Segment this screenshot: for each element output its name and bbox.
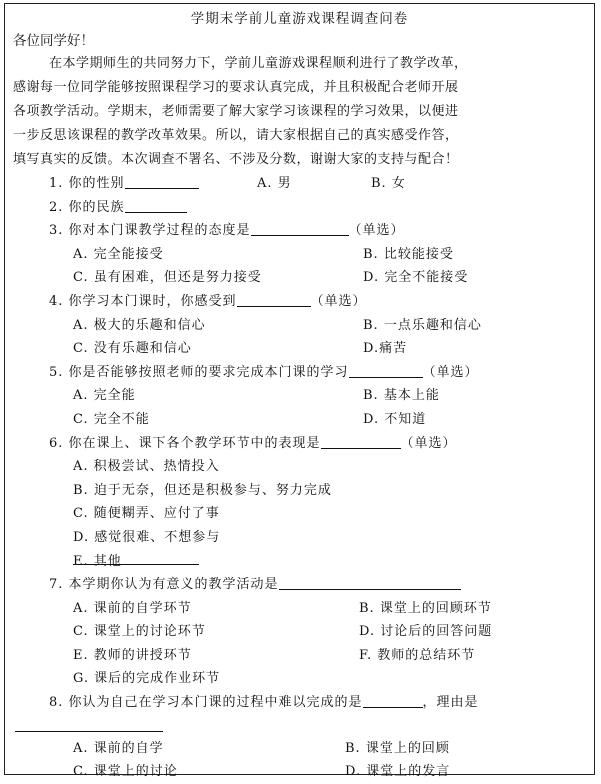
question-1 (5, 172, 594, 196)
option-c[interactable]: C. 没有乐趣和信心 (73, 341, 192, 357)
answer-blank[interactable] (321, 434, 401, 449)
question-text: 1. 你的性别 (49, 176, 125, 191)
intro-line: 一步反思该课程的教学改革效果。所以，请大家根据自己的真实感受作答， (13, 128, 459, 143)
question-suffix: （单选） (310, 293, 367, 309)
intro-line: 各项教学活动。学期末，老师需要了解大家学习该课程的学习效果，以便进 (13, 104, 459, 119)
option-row (5, 243, 594, 267)
intro-line: 在本学期师生的共同努力下，学前儿童游戏课程顺利进行了教学改革， (49, 56, 468, 71)
option-e[interactable]: E. 教师的讲授环节 (73, 647, 192, 663)
question-suffix: （单选） (422, 364, 479, 380)
greeting: 各位同学好！ (13, 33, 94, 49)
question-text: 2. 你的民族 (49, 199, 125, 215)
question-6 (5, 432, 594, 456)
question-2 (5, 196, 594, 220)
question-text: 5. 你是否能够按照老师的要求完成本门课的学习 (49, 364, 349, 380)
option-row (5, 737, 594, 761)
option-d[interactable]: D. 不知道 (363, 411, 427, 427)
option-row (5, 479, 594, 503)
option-g[interactable]: G. 课后的完成作业环节 (73, 671, 221, 687)
option-b[interactable]: B. 女 (371, 176, 406, 191)
question-suffix: （单选） (400, 435, 457, 451)
option-d[interactable]: D. 完全不能接受 (363, 270, 469, 286)
option-d[interactable]: D. 感觉很难、不想参与 (73, 529, 221, 545)
question-text: 4. 你学习本门课时，你感受到 (49, 293, 237, 309)
option-row (5, 408, 594, 432)
option-b[interactable]: B. 一点乐趣和信心 (363, 317, 482, 333)
option-a[interactable]: A. 课前的自学环节 (73, 600, 192, 616)
option-c[interactable]: C. 课堂上的讨论 (73, 764, 178, 780)
option-a[interactable]: A. 课前的自学 (73, 740, 164, 756)
question-suffix: （单选） (348, 223, 405, 239)
question-suffix: ，理由是 (422, 695, 479, 711)
page-title: 学期末学前儿童游戏课程调查问卷 (190, 11, 409, 27)
answer-blank[interactable] (349, 363, 423, 378)
option-f[interactable]: F. 教师的总结环节 (359, 647, 476, 663)
option-row (5, 526, 594, 550)
reason-blank[interactable] (15, 717, 163, 732)
question-7 (5, 573, 594, 597)
answer-blank[interactable] (279, 575, 461, 590)
option-row (5, 620, 594, 644)
option-row (5, 384, 594, 408)
question-text: 7. 本学期你认为有意义的教学活动是 (49, 577, 279, 593)
option-a[interactable]: A. 男 (257, 176, 292, 191)
option-d[interactable]: D. 讨论后的回答问题 (359, 624, 493, 640)
option-row (5, 644, 594, 668)
option-c[interactable]: C. 虽有困难，但还是努力接受 (73, 270, 262, 286)
question-8 (5, 691, 594, 715)
reason-line (5, 715, 594, 737)
option-row (5, 502, 594, 526)
option-b[interactable]: B. 比较能接受 (363, 246, 454, 262)
option-row (5, 314, 594, 338)
option-row (5, 550, 594, 574)
question-3 (5, 219, 594, 243)
question-text: 3. 你对本门课教学过程的态度是 (49, 223, 251, 239)
answer-blank[interactable] (251, 221, 349, 236)
question-5 (5, 361, 594, 385)
option-b[interactable]: B. 课堂上的回顾环节 (359, 600, 492, 616)
option-row (5, 337, 594, 361)
question-text: 6. 你在课上、课下各个教学环节中的表现是 (49, 435, 321, 451)
option-c[interactable]: C. 完全不能 (73, 411, 150, 427)
option-row (5, 455, 594, 479)
question-text: 8. 你认为自己在学习本门课的过程中难以完成的是 (49, 695, 363, 711)
intro-paragraph (5, 52, 594, 172)
option-a[interactable]: A. 完全能接受 (73, 246, 164, 262)
option-d[interactable]: D.痛苦 (363, 341, 408, 357)
option-b[interactable]: B. 迫于无奈，但还是积极参与、努力完成 (73, 482, 332, 498)
question-4 (5, 290, 594, 314)
answer-blank[interactable] (237, 292, 311, 307)
answer-blank[interactable] (73, 550, 199, 565)
intro-line: 填写真实的反馈。本次调查不署名、不涉及分数，谢谢大家的支持与配合！ (13, 152, 459, 167)
intro-line: 感谢每一位同学能够按照课程学习的要求认真完成，并且积极配合老师开展 (13, 80, 459, 95)
option-a[interactable]: A. 极大的乐趣和信心 (73, 317, 206, 333)
option-row (5, 597, 594, 621)
option-row (5, 667, 594, 691)
answer-blank[interactable] (363, 693, 423, 708)
option-b[interactable]: B. 基本上能 (363, 388, 440, 404)
option-e-label: E. 其他 (73, 553, 122, 569)
answer-blank[interactable] (125, 198, 187, 213)
option-a[interactable]: A. 积极尝试、热情投入 (73, 459, 220, 475)
option-row (5, 760, 594, 784)
option-c[interactable]: C. 随便糊弄、应付了事 (73, 506, 220, 522)
option-row (5, 266, 594, 290)
option-b[interactable]: B. 课堂上的回顾 (345, 740, 450, 756)
option-c[interactable]: C. 课堂上的讨论环节 (73, 624, 206, 640)
questionnaire-page (4, 3, 595, 780)
option-a[interactable]: A. 完全能 (73, 388, 136, 404)
option-d[interactable]: D. 课堂上的发言 (345, 764, 451, 780)
answer-blank[interactable] (125, 174, 199, 189)
